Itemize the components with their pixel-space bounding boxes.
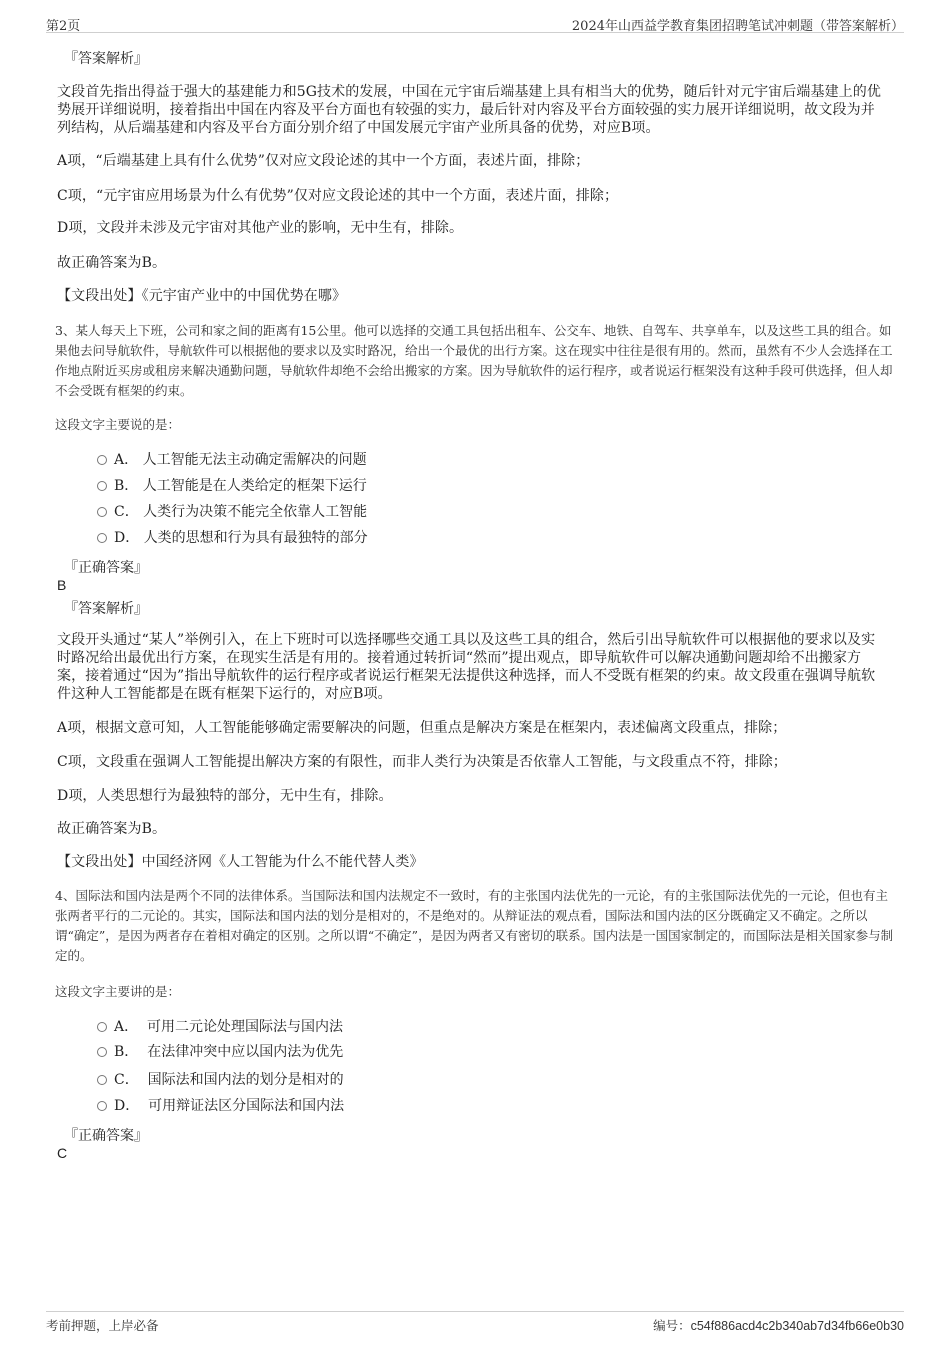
q4-answer: C: [57, 1145, 68, 1161]
q2-answer-line: 故正确答案为B。: [57, 255, 167, 271]
q4-option-c[interactable]: C． 国际法和国内法的划分是相对的: [97, 1071, 344, 1089]
q3-option-c[interactable]: C． 人类行为决策不能完全依靠人工智能: [97, 503, 367, 521]
q4-option-b[interactable]: B． 在法律冲突中应以国内法为优先: [97, 1043, 343, 1061]
q3-source: 【文段出处】中国经济网《人工智能为什么不能代替人类》: [57, 854, 424, 870]
q2-analysis: 文段首先指出得益于强大的基建能力和5G技术的发展，中国在元宇宙后端基建上具有相当大的优势，随后针对元宇宙后端基建上的优势展开详细说明，接着指出中国在内容及平台方面也有较强的实力，最后针对内容及平台方面较强的实力展开详细说明，故文段为并列结构，从后端基建和内容及平台方面分别介绍了中国发展元宇宙产业所具备的优势，对应B项。: [57, 84, 881, 136]
radio-icon[interactable]: [97, 1022, 107, 1032]
q3-line-d: D项，人类思想行为最独特的部分，无中生有，排除。: [57, 788, 393, 804]
q4-stem: 4、国际法和国内法是两个不同的法律体系。当国际法和国内法规定不一致时，有的主张国内法优先的一元论，有的主张国际法优先的一元论，但也有主张两者平行的二元论的。其实，国际法和国内法的划分是相对的，不是绝对的。从辩证法的观点看，国际法和国内法的区分既确定又不确定。之所以谓“确定”，是因为两者存在着相对确定的区别。之所以谓“不确定”，是因为两者又有密切的联系。国内法是一国国家制定的，而国际法是相关国家参与制定的。: [55, 888, 894, 963]
radio-icon[interactable]: [97, 481, 107, 491]
q2-line-c: C项，“元宇宙应用场景为什么有优势”仅对应文段论述的其中一个方面，表述片面，排除；: [57, 188, 619, 204]
q3-analysis: 文段开头通过“某人”举例引入，在上下班时可以选择哪些交通工具以及这些工具的组合，然后引出导航软件可以根据他的要求以及实时路况给出最优出行方案，在现实生活是有用的。接着通过转折词“然而”提出观点，即导航软件可以解决通勤问题却给不出搬家方案，接着通过“因为”指出导航软件的运行程序或者说运行框架无法提供这种选择，而人不受既有框架的约束。故文段重在强调导航软件这种人工智能都是在既有框架下运行的，对应B项。: [57, 632, 876, 702]
q3-option-d[interactable]: D． 人类的思想和行为具有最独特的部分: [97, 529, 368, 547]
q4-prompt: 这段文字主要讲的是：: [55, 984, 181, 999]
q3-stem: 3、某人每天上下班，公司和家之间的距离有15公里。他可以选择的交通工具包括出租车、公交车、地铁、自驾车、共享单车，以及这些工具的组合。如果他去问导航软件，导航软件可以根据他的要求以及实时路况，给出一个最优的出行方案。这在现实中往往是很有用的。然而，虽然有不少人会选择在工作地点附近买房或租房来解决通勤问题，导航软件却绝不会给出搬家的方案。因为导航软件的运行程序，或者说运行框架没有这种手段可供选择，但人却不会受既有框架的约束。: [55, 323, 893, 398]
q2-line-d: D项，文段并未涉及元宇宙对其他产业的影响，无中生有，排除。: [57, 220, 464, 236]
q3-line-a: A项，根据文意可知，人工智能能够确定需要解决的问题，但重点是解决方案是在框架内，表述偏离文段重点，排除；: [57, 720, 787, 736]
radio-icon[interactable]: [97, 533, 107, 543]
q3-option-b[interactable]: B． 人工智能是在人类给定的框架下运行: [97, 477, 367, 495]
q2-line-a: A项，“后端基建上具有什么优势”仅对应文段论述的其中一个方面，表述片面，排除；: [57, 153, 590, 169]
q3-answer-heading: 『正确答案』: [64, 560, 148, 576]
q3-analysis-heading: 『答案解析』: [64, 601, 148, 617]
footer-slogan: 考前押题，上岸必备: [46, 1318, 159, 1333]
radio-icon[interactable]: [97, 1101, 107, 1111]
page-footer: [46, 1311, 904, 1334]
radio-icon[interactable]: [97, 1047, 107, 1057]
page-number: 第2页: [46, 19, 81, 34]
page-header: [46, 12, 904, 33]
q3-prompt: 这段文字主要说的是：: [55, 417, 181, 432]
footer-code: 编号：c54f886acd4c2b340ab7d34fb66e0b30: [653, 1318, 904, 1333]
radio-icon[interactable]: [97, 507, 107, 517]
q4-answer-heading: 『正确答案』: [64, 1128, 148, 1144]
radio-icon[interactable]: [97, 455, 107, 465]
q3-answer: B: [57, 577, 67, 593]
radio-icon[interactable]: [97, 1075, 107, 1085]
q2-source: 【文段出处】《元宇宙产业中的中国优势在哪》: [57, 288, 347, 304]
q2-analysis-heading: 『答案解析』: [64, 51, 148, 67]
q3-line-c: C项，文段重在强调人工智能提出解决方案的有限性，而非人类行为决策是否依靠人工智能，与文段重点不符，排除；: [57, 754, 787, 770]
q4-option-a[interactable]: A． 可用二元论处理国际法与国内法: [97, 1018, 343, 1036]
document-title: 2024年山西益学教育集团招聘笔试冲刺题（带答案解析）: [571, 19, 904, 34]
q3-answer-line: 故正确答案为B。: [57, 821, 167, 837]
q4-option-d[interactable]: D． 可用辩证法区分国际法和国内法: [97, 1097, 344, 1115]
q3-option-a[interactable]: A． 人工智能无法主动确定需解决的问题: [97, 451, 367, 469]
